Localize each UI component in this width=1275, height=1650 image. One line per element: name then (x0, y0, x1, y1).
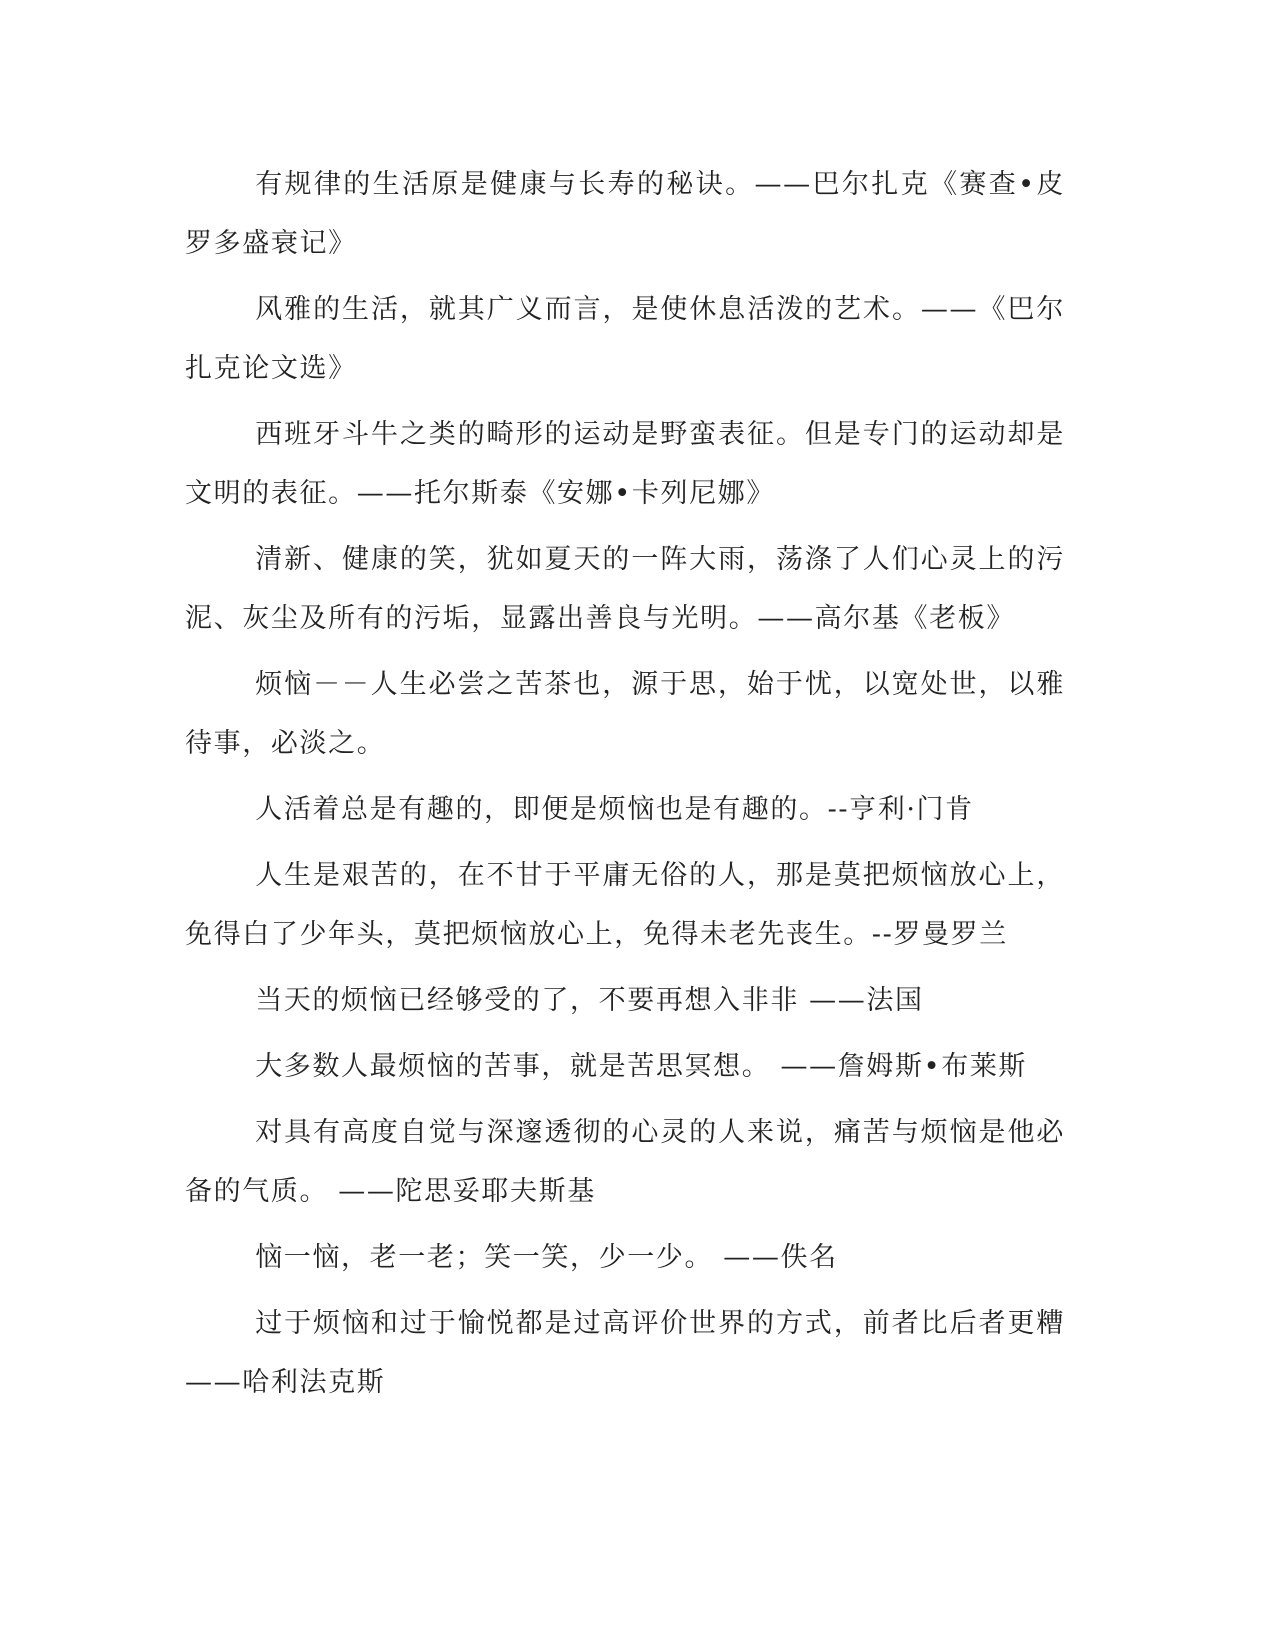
quote-paragraph: 烦恼－－人生必尝之苦茶也，源于思，始于忧，以宽处世，以雅待事，必淡之。 (185, 669, 1065, 759)
quote-paragraph: 恼一恼，老一老；笑一笑，少一少。 ——佚名 (255, 1242, 838, 1273)
quote-paragraph: 人活着总是有趣的，即便是烦恼也是有趣的。--亨利·门肯 (255, 794, 974, 825)
quote-paragraph: 西班牙斗牛之类的畸形的运动是野蛮表征。但是专门的运动却是文明的表征。——托尔斯泰《安娜•卡列尼娜》 (185, 419, 1065, 509)
quote-paragraph: 对具有高度自觉与深邃透彻的心灵的人来说，痛苦与烦恼是他必备的气质。 ——陀思妥耶夫斯基 (185, 1117, 1065, 1207)
quote-paragraph: 大多数人最烦恼的苦事，就是苦思冥想。 ——詹姆斯•布莱斯 (255, 1051, 1028, 1082)
quote-paragraph: 风雅的生活，就其广义而言，是使休息活泼的艺术。——《巴尔扎克论文选》 (185, 294, 1065, 384)
document-body (185, 155, 1065, 1419)
quote-paragraph: 过于烦恼和过于愉悦都是过高评价世界的方式，前者比后者更糟——哈利法克斯 (185, 1308, 1065, 1398)
quote-paragraph: 清新、健康的笑，犹如夏天的一阵大雨，荡涤了人们心灵上的污泥、灰尘及所有的污垢，显露出善良与光明。——高尔基《老板》 (185, 544, 1065, 634)
quote-paragraph: 当天的烦恼已经够受的了，不要再想入非非 ——法国 (255, 985, 924, 1016)
quote-paragraph: 有规律的生活原是健康与长寿的秘诀。——巴尔扎克《赛查•皮罗多盛衰记》 (185, 169, 1065, 259)
quote-paragraph: 人生是艰苦的，在不甘于平庸无俗的人，那是莫把烦恼放心上，免得白了少年头，莫把烦恼放心上，免得未老先丧生。--罗曼罗兰 (185, 860, 1065, 950)
